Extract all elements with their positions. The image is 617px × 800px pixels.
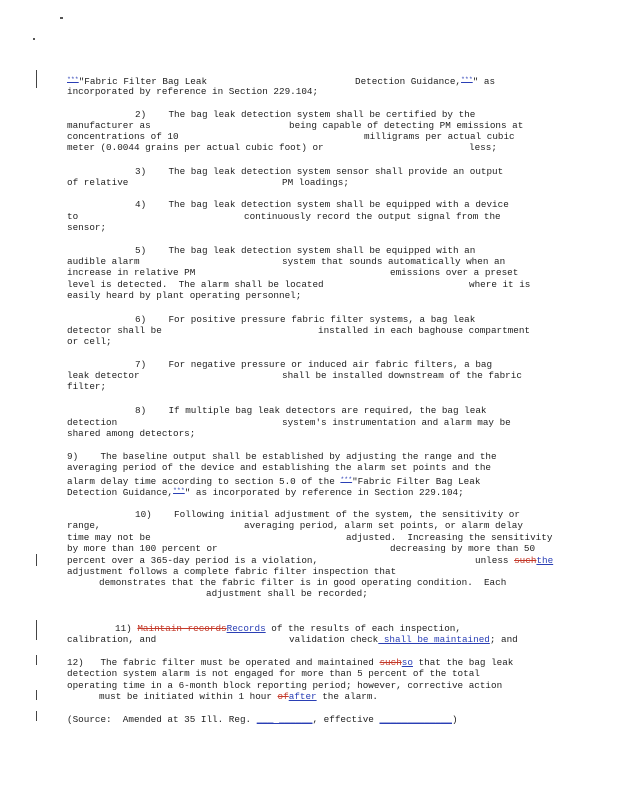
s5-line-c: system that sounds automatically when an xyxy=(282,256,506,267)
s10-line-b: range, xyxy=(67,520,101,531)
revision-bar xyxy=(36,620,37,640)
s5-line-b: audible alarm xyxy=(67,256,140,267)
revision-bar xyxy=(36,655,37,665)
s6-line-c: installed in each baghouse compartment xyxy=(318,325,531,336)
s9-line-a: 9) The baseline output shall be established by adjusting the range and the xyxy=(67,451,497,462)
revision-bar xyxy=(36,70,37,88)
s10-line-l: adjustment shall be recorded; xyxy=(206,588,368,599)
s7-line-c: shall be installed downstream of the fabric xyxy=(282,370,522,381)
s10-line-k: demonstrates that the fabric filter is in good operating condition. Each xyxy=(99,577,507,588)
s12-line-a: 12) The fabric filter must be operated and maintained suchso that the bag leak xyxy=(67,657,514,668)
s2-line-b: manufacturer as xyxy=(67,120,151,131)
s7-line-a: 7) For negative pressure or induced air fabric filters, a bag xyxy=(135,359,493,370)
s3-line-a: 3) The bag leak detection system sensor shall provide an output xyxy=(135,166,504,177)
s9-line-b: averaging period of the device and establishing the alarm set points and the xyxy=(67,462,492,473)
s10-line-d: time may not be xyxy=(67,532,151,543)
s2-line-a: 2) The bag leak detection system shall be certified by the xyxy=(135,109,476,120)
s4-line-b: to xyxy=(67,211,79,222)
s11-line-d: validation check shall be maintained; and xyxy=(289,634,518,645)
s5-line-e: emissions over a preset xyxy=(390,267,519,278)
source-reg-blank: ___ ______ xyxy=(256,714,313,725)
s6-line-b: detector shall be xyxy=(67,325,162,336)
s2-line-g: less; xyxy=(469,142,497,153)
s10-line-i: unless suchthe xyxy=(475,555,554,566)
s5-line-d: increase in relative PM xyxy=(67,267,196,278)
s7-line-d: filter; xyxy=(67,381,107,392)
s10-line-j: adjustment follows a complete fabric filter inspection that xyxy=(67,566,397,577)
s12-line-c: operating time in a 6-month block reporting period; however, corrective action xyxy=(67,680,503,691)
s11-line-c: calibration, and xyxy=(67,634,157,645)
s10-line-c: averaging period, alarm set points, or alarm delay xyxy=(244,520,523,531)
s8-line-b: detection xyxy=(67,417,118,428)
s9-line-c: alarm delay time according to section 5.0 of the ***"Fabric Filter Bag Leak xyxy=(67,476,481,487)
s2-line-c: being capable of detecting PM emissions at xyxy=(289,120,524,131)
s10-line-f: by more than 100 percent or xyxy=(67,543,218,554)
s6-line-d: or cell; xyxy=(67,336,112,347)
s1-line-b: Detection Guidance,***" as xyxy=(355,76,496,87)
s12-line-b: detection system alarm is not engaged for more than 5 percent of the total xyxy=(67,668,480,679)
s12-line-d: must be initiated within 1 hour ofafter the alarm. xyxy=(99,691,379,702)
s10-line-e: adjusted. Increasing the sensitivity xyxy=(346,532,553,543)
s5-line-h: easily heard by plant operating personnel; xyxy=(67,290,302,301)
s10-line-h: percent over a 365-day period is a violation, xyxy=(67,555,319,566)
revision-bar xyxy=(36,554,37,566)
s1-line-d: incorporated by reference in Section 229.104; xyxy=(67,86,319,97)
s2-line-d: concentrations of 10 xyxy=(67,131,179,142)
s4-line-a: 4) The bag leak detection system shall be equipped with a device xyxy=(135,199,509,210)
s7-line-b: leak detector xyxy=(67,370,140,381)
s8-line-d: shared among detectors; xyxy=(67,428,196,439)
s11-line-a: 11) Maintain recordsRecords of the results of each inspection, xyxy=(115,623,461,634)
s6-line-a: 6) For positive pressure fabric filter systems, a bag leak xyxy=(135,314,476,325)
revision-bar xyxy=(36,690,37,700)
s1-line-a: ***"Fabric Filter Bag Leak xyxy=(67,76,208,87)
s10-line-a: 10) Following initial adjustment of the system, the sensitivity or xyxy=(135,509,520,520)
s8-line-a: 8) If multiple bag leak detectors are required, the bag leak xyxy=(135,405,487,416)
s5-line-f: level is detected. The alarm shall be located xyxy=(67,279,324,290)
source-effective-blank: _____________ xyxy=(379,714,452,725)
scan-speck xyxy=(60,17,63,19)
scan-speck xyxy=(33,38,35,40)
s3-line-c: PM loadings; xyxy=(282,177,349,188)
s2-line-e: milligrams per actual cubic xyxy=(364,131,515,142)
s5-line-a: 5) The bag leak detection system shall be equipped with an xyxy=(135,245,476,256)
s5-line-g: where it is xyxy=(469,279,531,290)
s9-line-e: Detection Guidance,***" as incorporated by reference in Section 229.104; xyxy=(67,487,464,498)
s4-line-d: sensor; xyxy=(67,222,107,233)
s8-line-c: system's instrumentation and alarm may be xyxy=(282,417,511,428)
s3-line-b: of relative xyxy=(67,177,129,188)
s2-line-f: meter (0.0044 grains per actual cubic foot) or xyxy=(67,142,324,153)
s4-line-c: continuously record the output signal from the xyxy=(244,211,501,222)
source-note: (Source: Amended at 35 Ill. Reg. ___ ______, effective _____________) xyxy=(67,714,458,725)
revision-bar xyxy=(36,711,37,721)
s10-line-g: decreasing by more than 50 xyxy=(390,543,536,554)
